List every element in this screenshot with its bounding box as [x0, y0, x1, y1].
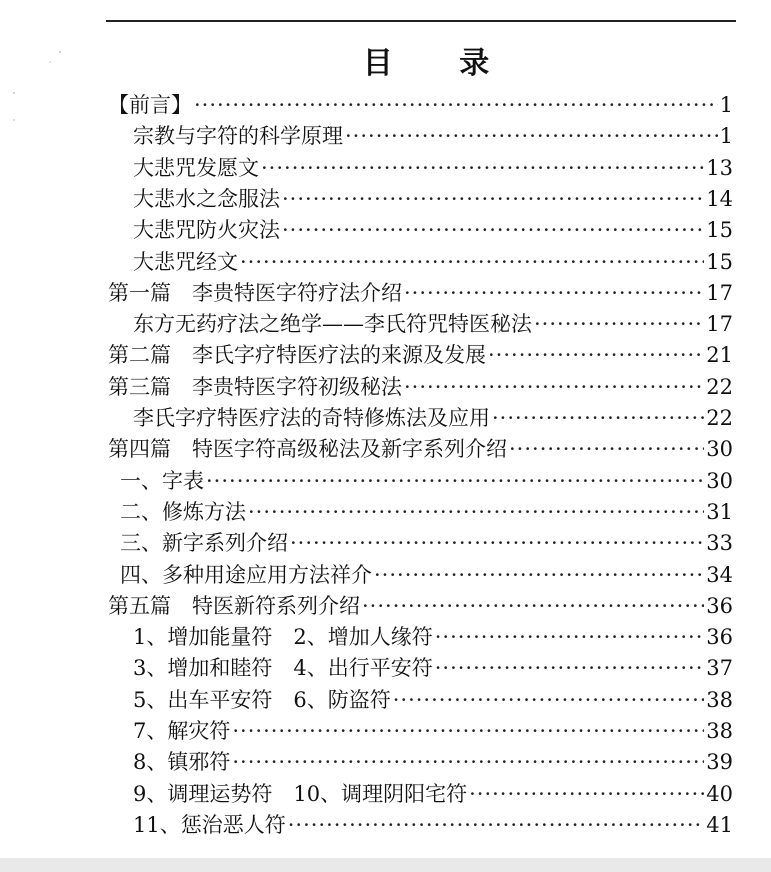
- toc-entry-page: 14: [706, 187, 733, 211]
- toc-entry[interactable]: [133, 811, 733, 839]
- dot-leader: [393, 686, 705, 714]
- page-title: 目 录: [362, 46, 518, 81]
- toc-entry-label: 第一篇 李贵特医字符疗法介绍: [108, 281, 402, 305]
- toc-entry-page: 30: [706, 469, 733, 493]
- dot-leader: [248, 498, 704, 526]
- dot-leader: [290, 529, 704, 557]
- dot-leader: [492, 404, 704, 432]
- toc-entry-page: 31: [706, 500, 733, 524]
- toc-entry-page: 30: [706, 437, 733, 461]
- toc-entry-label: 大悲咒防火灾法: [133, 218, 280, 242]
- dot-leader: [469, 780, 704, 808]
- toc-entry[interactable]: [120, 498, 733, 526]
- toc-entry-page: 33: [706, 531, 733, 555]
- top-rule: [106, 20, 736, 22]
- toc-entry-page: 17: [706, 281, 733, 305]
- toc-entry-page: 22: [706, 406, 733, 430]
- toc-entry-label: 1、增加能量符 2、增加人缘符: [133, 625, 433, 649]
- toc-entry-label: 第二篇 李氏字疗特医疗法的来源及发展: [108, 343, 486, 367]
- dot-leader: [282, 185, 704, 213]
- toc-entry-label: 第四篇 特医字符高级秘法及新字系列介绍: [108, 437, 507, 461]
- dot-leader: [240, 248, 704, 276]
- toc-entry[interactable]: [120, 467, 733, 495]
- toc-entry-label: 大悲咒经文: [133, 250, 238, 274]
- dot-leader: [435, 623, 705, 651]
- toc-entry[interactable]: [133, 248, 733, 276]
- dot-leader: [288, 811, 705, 839]
- dot-leader: [345, 122, 718, 150]
- toc-entry[interactable]: [133, 686, 733, 714]
- dot-leader: [404, 279, 704, 307]
- toc-entry[interactable]: [133, 185, 733, 213]
- dot-leader: [206, 467, 704, 495]
- toc-entry-label: 9、调理运势符 10、调理阴阳宅符: [133, 782, 468, 806]
- dot-leader: [261, 154, 704, 182]
- toc-entry-label: 大悲咒发愿文: [133, 156, 259, 180]
- toc-entry[interactable]: [108, 279, 733, 307]
- toc-entry-page: 39: [706, 750, 733, 774]
- toc-entry-page: 13: [706, 156, 733, 180]
- toc-entry[interactable]: [108, 435, 733, 463]
- toc-entry[interactable]: [133, 404, 733, 432]
- toc-entry-label: 5、出车平安符 6、防盗符: [133, 688, 391, 712]
- toc-entry-page: 36: [706, 594, 733, 618]
- toc-entry[interactable]: [108, 341, 733, 369]
- dot-leader: [232, 717, 704, 745]
- toc-entry-label: 第三篇 李贵特医字符初级秘法: [108, 375, 402, 399]
- toc-entry-label: 【前言】: [108, 93, 192, 117]
- toc-entry[interactable]: [133, 216, 733, 244]
- toc-entry-label: 大悲水之念服法: [133, 187, 280, 211]
- toc-entry-page: 1: [719, 124, 733, 148]
- toc-entry[interactable]: [133, 654, 733, 682]
- toc-entry-label: 二、修炼方法: [120, 500, 246, 524]
- toc-entry-page: 21: [706, 343, 733, 367]
- toc-entry[interactable]: [133, 623, 733, 651]
- toc-entry[interactable]: [108, 91, 733, 119]
- scan-specks: [0, 0, 120, 150]
- dot-leader: [404, 373, 704, 401]
- toc-entry[interactable]: [133, 154, 733, 182]
- toc-entry-label: 8、镇邪符: [133, 750, 231, 774]
- toc-entry-label: 三、新字系列介绍: [120, 531, 288, 555]
- toc-entry-page: 38: [706, 688, 733, 712]
- dot-leader: [435, 654, 705, 682]
- toc-entry-label: 李氏字疗特医疗法的奇特修炼法及应用: [133, 406, 490, 430]
- dot-leader: [282, 216, 704, 244]
- toc-entry-label: 第五篇 特医新符系列介绍: [108, 594, 360, 618]
- toc-entry-page: 36: [706, 625, 733, 649]
- toc-entry[interactable]: [120, 529, 733, 557]
- toc-entry-page: 17: [706, 312, 733, 336]
- toc-entry[interactable]: [133, 310, 733, 338]
- dot-leader: [374, 561, 704, 589]
- toc-entry-label: 一、字表: [120, 469, 204, 493]
- toc-entry[interactable]: [133, 717, 733, 745]
- toc-entry-page: 40: [706, 782, 733, 806]
- toc-entry-page: 1: [719, 93, 733, 117]
- toc-entry-label: 3、增加和睦符 4、出行平安符: [133, 656, 433, 680]
- toc-entry-page: 34: [706, 563, 733, 587]
- toc-entry-page: 15: [706, 250, 733, 274]
- toc-entry-page: 41: [706, 813, 733, 837]
- toc-entry-page: 22: [706, 375, 733, 399]
- dot-leader: [194, 91, 718, 119]
- toc-entry-page: 37: [706, 656, 733, 680]
- toc-entry-label: 宗教与字符的科学原理: [133, 124, 343, 148]
- toc-entry-label: 四、多种用途应用方法祥介: [120, 563, 372, 587]
- toc-entry-label: 11、惩治恶人符: [133, 813, 286, 837]
- toc-entry[interactable]: [133, 122, 733, 150]
- toc-entry[interactable]: [120, 561, 733, 589]
- toc-entry[interactable]: [108, 373, 733, 401]
- toc-entry-page: 15: [706, 218, 733, 242]
- toc-entry-page: 38: [706, 719, 733, 743]
- toc-entry-label: 7、解灾符: [133, 719, 231, 743]
- toc-entry[interactable]: [133, 748, 733, 776]
- dot-leader: [232, 748, 704, 776]
- dot-leader: [488, 341, 704, 369]
- bottom-edge: [0, 858, 771, 872]
- dot-leader: [509, 435, 704, 463]
- toc-entry[interactable]: [133, 780, 733, 808]
- dot-leader: [362, 592, 704, 620]
- toc-entry-label: 东方无药疗法之绝学——李氏符咒特医秘法: [133, 312, 532, 336]
- dot-leader: [534, 310, 704, 338]
- toc-entry[interactable]: [108, 592, 733, 620]
